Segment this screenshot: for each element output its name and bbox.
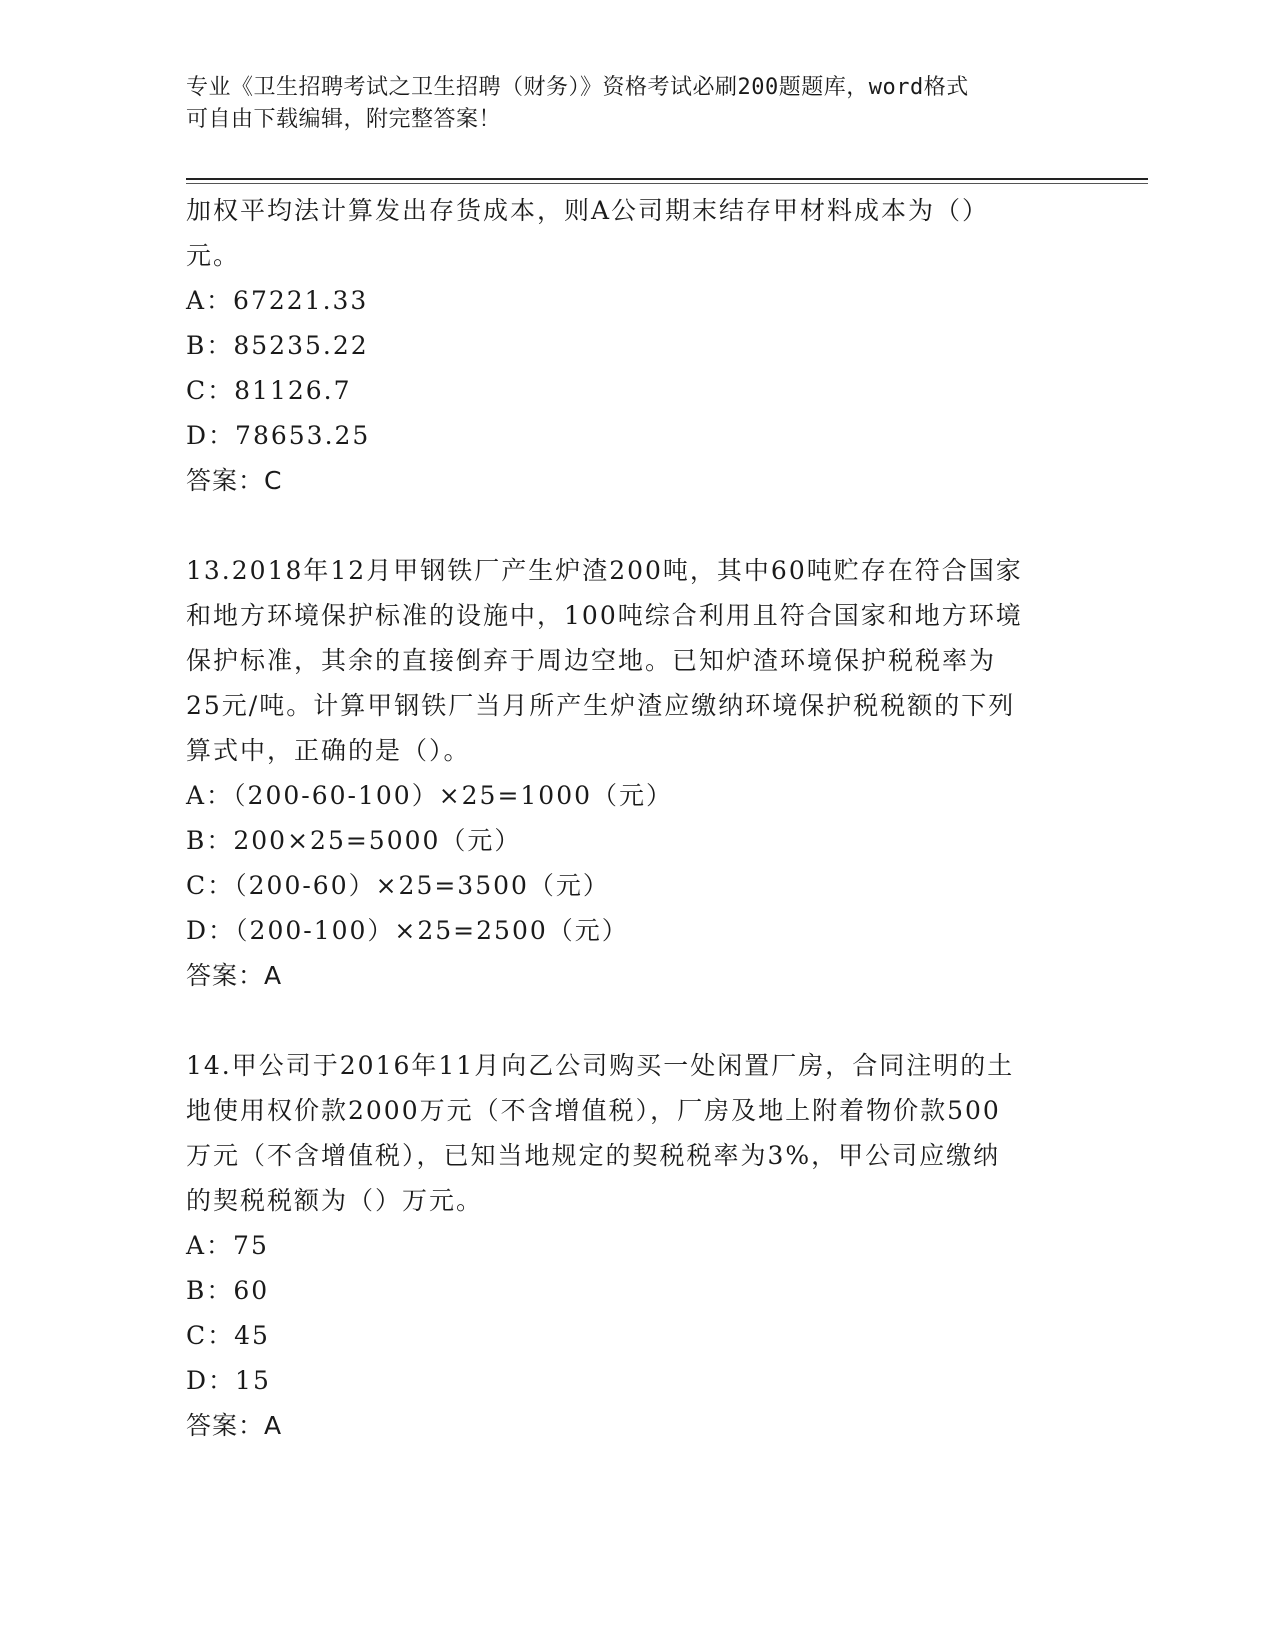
question-14-option-b: B：60 [186,1276,270,1305]
question-13-text-line-4: 25元/吨。计算甲钢铁厂当月所产生炉渣应缴纳环境保护税税额的下列 [186,691,1016,720]
question-12-text-line-2: 元。 [186,241,241,270]
question-13-text-line-3: 保护标准，其余的直接倒弃于周边空地。已知炉渣环境保护税税率为 [186,646,997,675]
question-12 [186,188,1086,503]
question-13-option-c: C：（200-60）×25=3500（元） [186,871,610,900]
question-14-text-line-4: 的契税税额为（）万元。 [186,1186,484,1215]
header-line-1: 专业《卫生招聘考试之卫生招聘（财务）》资格考试必刷200题题库，word格式 [186,75,969,100]
header-divider-thick [186,178,1148,180]
question-13-option-b: B：200×25=5000（元） [186,826,522,855]
question-12-answer: 答案：C [186,466,283,495]
question-13-text-line-5: 算式中，正确的是（）。 [186,736,471,765]
question-13-option-d: D：（200-100）×25=2500（元） [186,916,629,945]
question-13-answer: 答案：A [186,961,283,990]
question-13 [186,548,1086,998]
question-12-option-b: B：85235.22 [186,331,369,360]
spacer [186,998,1086,1043]
question-13-option-a: A：（200-60-100）×25=1000（元） [186,781,674,810]
question-14-text-line-3: 万元（不含增值税），已知当地规定的契税税率为3%，甲公司应缴纳 [186,1141,1001,1170]
question-14-option-c: C：45 [186,1321,270,1350]
question-14-text-line-1: 14.甲公司于2016年11月向乙公司购买一处闲置厂房，合同注明的土 [186,1051,1015,1080]
question-14-text-line-2: 地使用权价款2000万元（不含增值税），厂房及地上附着物价款500 [186,1096,1001,1125]
spacer [186,503,1086,548]
question-14-option-a: A：75 [186,1231,269,1260]
question-12-option-c: C：81126.7 [186,376,352,405]
question-13-text-line-2: 和地方环境保护标准的设施中，100吨综合利用且符合国家和地方环境 [186,601,1023,630]
question-14 [186,1043,1086,1448]
question-12-text-line-1: 加权平均法计算发出存货成本，则A公司期末结存甲材料成本为（） [186,196,990,225]
header-divider-thin [186,183,1148,184]
header-line-2: 可自由下载编辑，附完整答案！ [186,107,502,132]
document-header [186,72,1066,136]
question-12-option-a: A：67221.33 [186,286,369,315]
question-13-text-line-1: 13.2018年12月甲钢铁厂产生炉渣200吨，其中60吨贮存在符合国家 [186,556,1023,585]
question-14-option-d: D：15 [186,1366,271,1395]
question-content [186,188,1086,1448]
question-14-answer: 答案：A [186,1411,283,1440]
question-12-option-d: D：78653.25 [186,421,371,450]
